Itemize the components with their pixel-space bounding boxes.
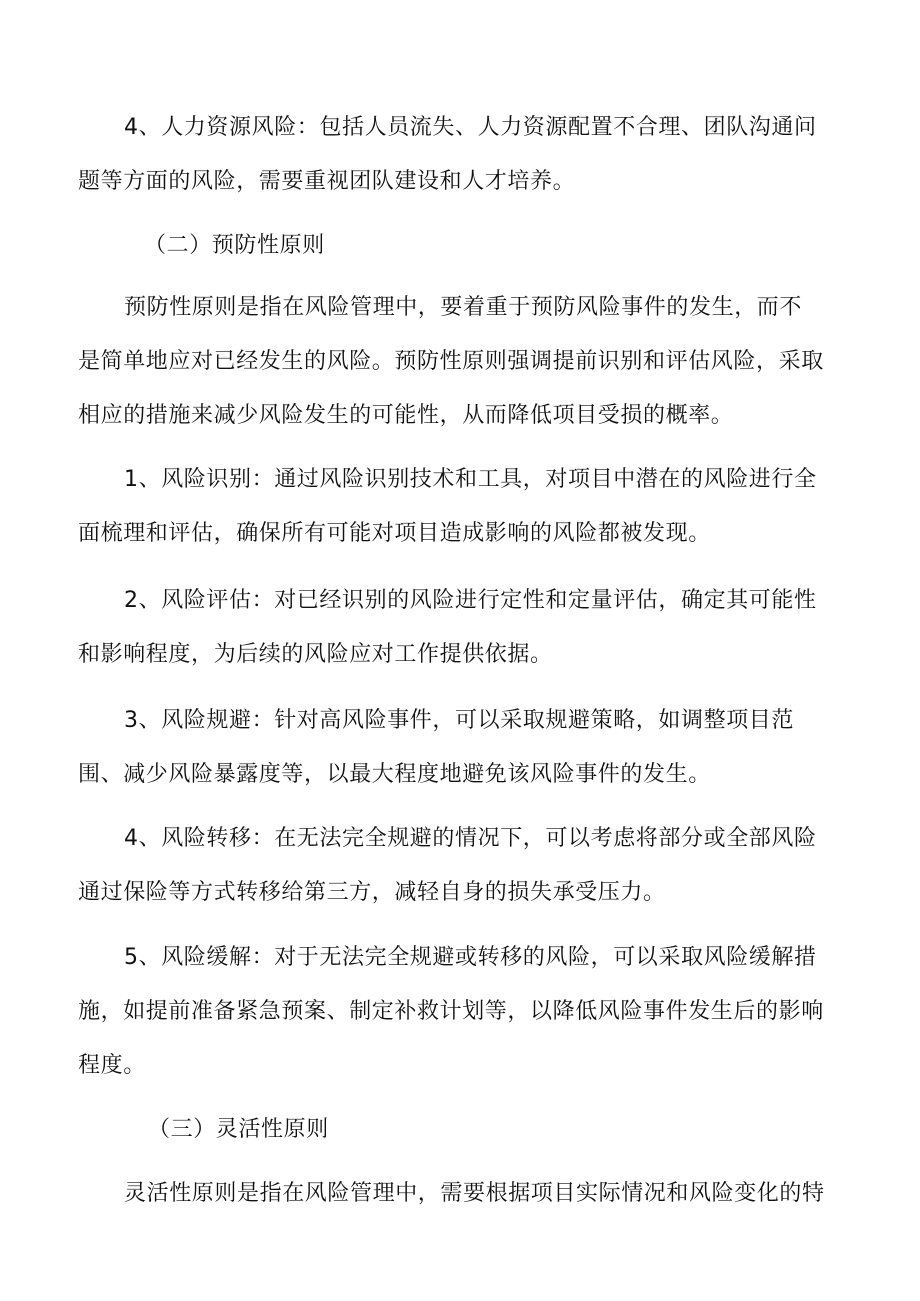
paragraph-line: 2、风险评估：对已经识别的风险进行定性和定量评估，确定其可能性 [124, 588, 817, 613]
paragraph-line: 相应的措施来减少风险发生的可能性，从而降低项目受损的概率。 [78, 403, 734, 428]
paragraph-line: 4、人力资源风险：包括人员流失、人力资源配置不合理、团队沟通问 [124, 115, 817, 140]
paragraph-line: 围、减少风险暴露度等，以最大程度地避免该风险事件的发生。 [78, 762, 711, 787]
section-heading: （二）预防性原则 [144, 233, 325, 258]
paragraph-line: 1、风险识别：通过风险识别技术和工具，对项目中潜在的风险进行全 [124, 467, 817, 492]
paragraph-line: 面梳理和评估，确保所有可能对项目造成影响的风险都被发现。 [78, 521, 711, 546]
paragraph-line: 3、风险规避：针对高风险事件，可以采取规避策略，如调整项目范 [124, 708, 794, 733]
paragraph-line: 施，如提前准备紧急预案、制定补救计划等，以降低风险事件发生后的影响 [78, 999, 824, 1024]
paragraph-line: 和影响程度，为后续的风险应对工作提供依据。 [78, 642, 553, 667]
section-heading: （三）灵活性原则 [148, 1117, 329, 1142]
paragraph-line: 5、风险缓解：对于无法完全规避或转移的风险，可以采取风险缓解措 [124, 945, 817, 970]
paragraph-line: 预防性原则是指在风险管理中，要着重于预防风险事件的发生，而不 [124, 295, 803, 320]
paragraph-line: 题等方面的风险，需要重视团队建设和人才培养。 [78, 169, 576, 194]
paragraph-line: 灵活性原则是指在风险管理中，需要根据项目实际情况和风险变化的特 [124, 1181, 825, 1206]
paragraph-line: 是简单地应对已经发生的风险。预防性原则强调提前识别和评估风险，采取 [78, 349, 824, 374]
paragraph-line: 通过保险等方式转移给第三方，减轻自身的损失承受压力。 [78, 880, 666, 905]
paragraph-line: 4、风险转移：在无法完全规避的情况下，可以考虑将部分或全部风险 [124, 826, 817, 851]
paragraph-line: 程度。 [78, 1053, 146, 1078]
